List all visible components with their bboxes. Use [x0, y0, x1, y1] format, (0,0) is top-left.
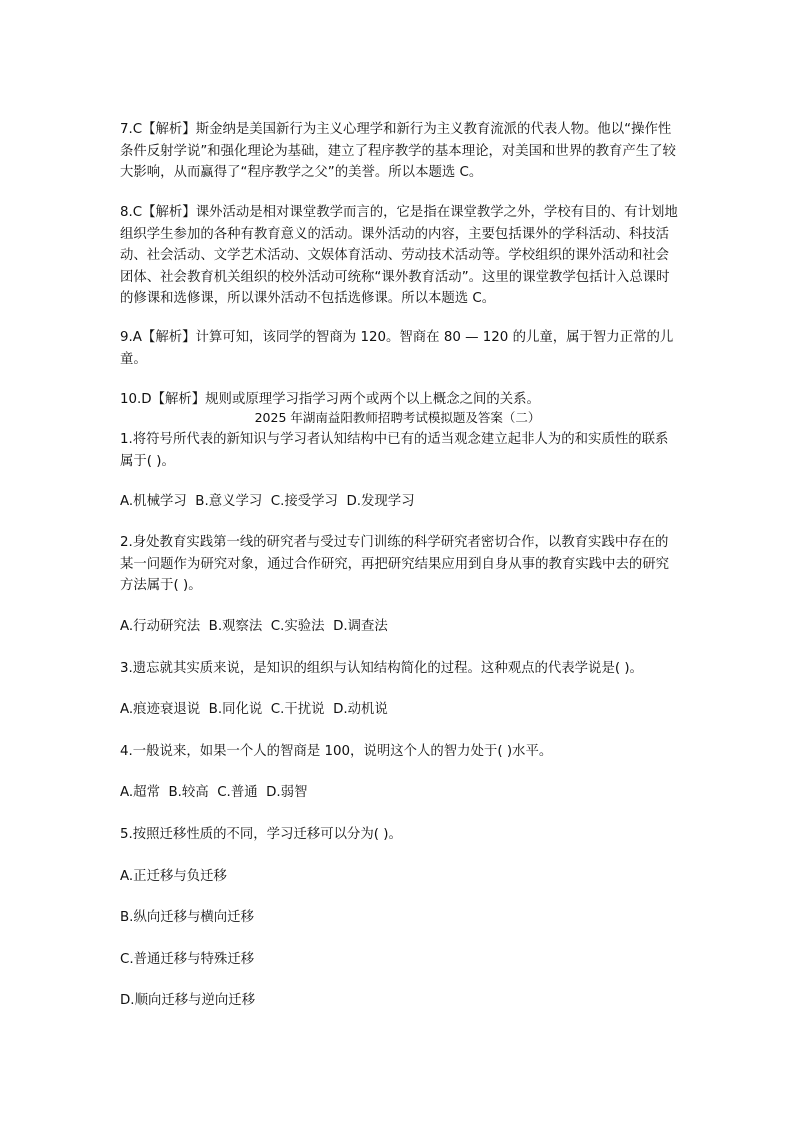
section-title: 2025 年湖南益阳教师招聘考试模拟题及答案（二） [254, 410, 541, 425]
question-5-option-b: B.纵向迁移与横向迁移 [120, 910, 254, 925]
answer-8: 8.C【解析】课外活动是相对课堂教学而言的，它是指在课堂教学之外，学校有目的、有计划地组织学生参加的各种有教育意义的活动。课外活动的内容，主要包括课外的学科活动、科技活动、社会活动、文学艺术活动、文娱体育活动、劳动技术活动等。学校组织的课外活动和社会团体、社会教育机关组织的校外活动可统称“课外教育活动”。这里的课堂教学包括计入总课时的修课和选修课，所以课外活动不包括选修课。所以本题选 C。 [120, 205, 678, 306]
answer-10: 10.D【解析】规则或原理学习指学习两个或两个以上概念之间的关系。 [120, 392, 540, 407]
question-3-options: A.痕迹衰退说 B.同化说 C.干扰说 D.动机说 [120, 702, 388, 717]
question-5-option-a: A.正迁移与负迁移 [120, 869, 227, 884]
question-5: 5.按照迁移性质的不同，学习迁移可以分为( )。 [120, 827, 402, 842]
question-4-options: A.超常 B.较高 C.普通 D.弱智 [120, 785, 308, 800]
question-4: 4.一般说来，如果一个人的智商是 100，说明这个人的智力处于( )水平。 [120, 744, 553, 759]
question-2-options: A.行动研究法 B.观察法 C.实验法 D.调查法 [120, 619, 388, 634]
question-2: 2.身处教育实践第一线的研究者与受过专门训练的科学研究者密切合作，以教育实践中存在的某一问题作为研究对象，通过合作研究，再把研究结果应用到自身从事的教育实践中去的研究方法属于( )。 [120, 535, 670, 593]
answer-9: 9.A【解析】计算可知，该同学的智商为 120。智商在 80 — 120 的儿童，属于智力正常的儿童。 [120, 330, 674, 367]
question-1: 1.将符号所代表的新知识与学习者认知结构中已有的适当观念建立起非人为的和实质性的联系属于( )。 [120, 432, 669, 469]
question-3: 3.遗忘就其实质来说，是知识的组织与认知结构简化的过程。这种观点的代表学说是( )。 [120, 661, 643, 676]
question-5-option-d: D.顺向迁移与逆向迁移 [120, 993, 256, 1008]
question-1-options: A.机械学习 B.意义学习 C.接受学习 D.发现学习 [120, 494, 415, 509]
answer-7: 7.C【解析】斯金纳是美国新行为主义心理学和新行为主义教育流派的代表人物。他以“操作性条件反射学说”和强化理论为基础，建立了程序教学的基本理论，对美国和世界的教育产生了较大影响，从而赢得了“程序教学之父”的美誉。所以本题选 C。 [120, 122, 676, 180]
question-5-option-c: C.普通迁移与特殊迁移 [120, 952, 255, 967]
